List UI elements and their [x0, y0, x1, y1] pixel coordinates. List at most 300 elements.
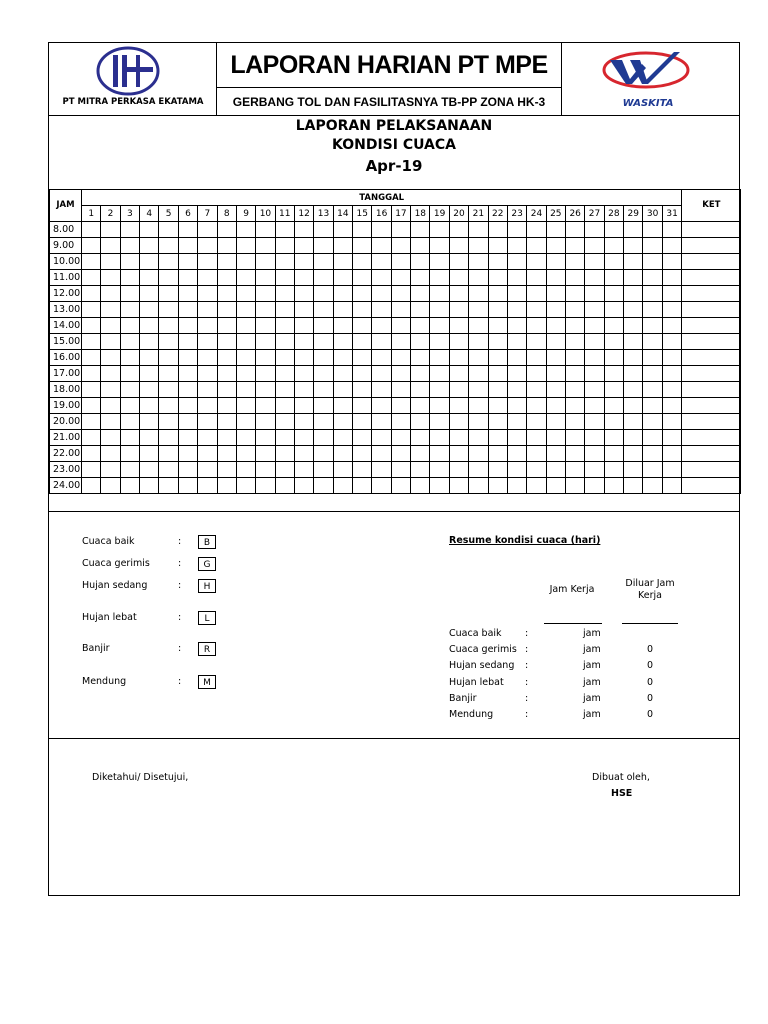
weather-cell[interactable]	[643, 446, 662, 462]
weather-cell[interactable]	[411, 398, 430, 414]
weather-cell[interactable]	[140, 270, 159, 286]
weather-cell[interactable]	[507, 286, 526, 302]
weather-cell[interactable]	[527, 430, 546, 446]
weather-cell[interactable]	[546, 462, 565, 478]
weather-cell[interactable]	[546, 430, 565, 446]
weather-cell[interactable]	[546, 286, 565, 302]
weather-cell[interactable]	[662, 462, 682, 478]
weather-cell[interactable]	[82, 398, 101, 414]
ket-cell[interactable]	[682, 366, 741, 382]
weather-cell[interactable]	[507, 446, 526, 462]
weather-cell[interactable]	[662, 478, 682, 494]
weather-cell[interactable]	[643, 318, 662, 334]
weather-cell[interactable]	[140, 286, 159, 302]
weather-cell[interactable]	[294, 254, 313, 270]
weather-cell[interactable]	[101, 366, 120, 382]
weather-cell[interactable]	[236, 462, 255, 478]
weather-cell[interactable]	[217, 366, 236, 382]
weather-cell[interactable]	[604, 238, 623, 254]
weather-cell[interactable]	[488, 302, 507, 318]
weather-cell[interactable]	[430, 286, 449, 302]
weather-cell[interactable]	[256, 286, 275, 302]
weather-cell[interactable]	[198, 430, 217, 446]
weather-cell[interactable]	[372, 334, 391, 350]
weather-cell[interactable]	[546, 398, 565, 414]
weather-cell[interactable]	[488, 446, 507, 462]
weather-cell[interactable]	[546, 318, 565, 334]
weather-cell[interactable]	[565, 334, 584, 350]
weather-cell[interactable]	[217, 334, 236, 350]
weather-cell[interactable]	[624, 430, 643, 446]
weather-cell[interactable]	[411, 382, 430, 398]
weather-cell[interactable]	[430, 222, 449, 238]
weather-cell[interactable]	[217, 286, 236, 302]
weather-cell[interactable]	[82, 286, 101, 302]
weather-cell[interactable]	[565, 366, 584, 382]
weather-cell[interactable]	[449, 270, 468, 286]
weather-cell[interactable]	[469, 254, 488, 270]
ket-cell[interactable]	[682, 382, 741, 398]
weather-cell[interactable]	[507, 238, 526, 254]
weather-cell[interactable]	[391, 446, 410, 462]
weather-cell[interactable]	[294, 446, 313, 462]
weather-cell[interactable]	[565, 254, 584, 270]
weather-cell[interactable]	[353, 478, 372, 494]
weather-cell[interactable]	[488, 462, 507, 478]
weather-cell[interactable]	[430, 446, 449, 462]
weather-cell[interactable]	[236, 478, 255, 494]
weather-cell[interactable]	[527, 414, 546, 430]
weather-cell[interactable]	[546, 446, 565, 462]
weather-cell[interactable]	[488, 382, 507, 398]
weather-cell[interactable]	[449, 430, 468, 446]
weather-cell[interactable]	[430, 254, 449, 270]
weather-cell[interactable]	[449, 382, 468, 398]
weather-cell[interactable]	[82, 334, 101, 350]
weather-cell[interactable]	[527, 446, 546, 462]
weather-cell[interactable]	[82, 462, 101, 478]
weather-cell[interactable]	[314, 382, 333, 398]
weather-cell[interactable]	[140, 478, 159, 494]
weather-cell[interactable]	[585, 382, 604, 398]
weather-cell[interactable]	[527, 222, 546, 238]
weather-cell[interactable]	[469, 446, 488, 462]
weather-cell[interactable]	[178, 334, 197, 350]
weather-cell[interactable]	[469, 302, 488, 318]
weather-cell[interactable]	[236, 334, 255, 350]
ket-cell[interactable]	[682, 334, 741, 350]
weather-cell[interactable]	[585, 366, 604, 382]
weather-cell[interactable]	[140, 238, 159, 254]
weather-cell[interactable]	[643, 286, 662, 302]
weather-cell[interactable]	[507, 414, 526, 430]
weather-cell[interactable]	[101, 238, 120, 254]
weather-cell[interactable]	[624, 366, 643, 382]
weather-cell[interactable]	[314, 350, 333, 366]
weather-cell[interactable]	[294, 462, 313, 478]
weather-cell[interactable]	[294, 350, 313, 366]
weather-cell[interactable]	[604, 334, 623, 350]
weather-cell[interactable]	[662, 302, 682, 318]
weather-cell[interactable]	[391, 254, 410, 270]
weather-cell[interactable]	[120, 302, 139, 318]
weather-cell[interactable]	[449, 462, 468, 478]
weather-cell[interactable]	[120, 462, 139, 478]
weather-cell[interactable]	[624, 222, 643, 238]
weather-cell[interactable]	[82, 366, 101, 382]
weather-cell[interactable]	[178, 350, 197, 366]
weather-cell[interactable]	[662, 238, 682, 254]
weather-cell[interactable]	[469, 398, 488, 414]
weather-cell[interactable]	[565, 222, 584, 238]
weather-cell[interactable]	[507, 334, 526, 350]
weather-cell[interactable]	[527, 350, 546, 366]
weather-cell[interactable]	[353, 414, 372, 430]
weather-cell[interactable]	[353, 222, 372, 238]
weather-cell[interactable]	[624, 350, 643, 366]
weather-cell[interactable]	[507, 222, 526, 238]
weather-cell[interactable]	[256, 318, 275, 334]
weather-cell[interactable]	[294, 430, 313, 446]
weather-cell[interactable]	[662, 254, 682, 270]
weather-cell[interactable]	[469, 222, 488, 238]
weather-cell[interactable]	[585, 462, 604, 478]
weather-cell[interactable]	[82, 318, 101, 334]
weather-cell[interactable]	[198, 318, 217, 334]
weather-cell[interactable]	[159, 414, 178, 430]
weather-cell[interactable]	[507, 478, 526, 494]
weather-cell[interactable]	[353, 334, 372, 350]
weather-cell[interactable]	[275, 286, 294, 302]
weather-cell[interactable]	[604, 462, 623, 478]
weather-cell[interactable]	[236, 366, 255, 382]
weather-cell[interactable]	[236, 398, 255, 414]
weather-cell[interactable]	[82, 270, 101, 286]
weather-cell[interactable]	[585, 254, 604, 270]
weather-cell[interactable]	[82, 446, 101, 462]
weather-cell[interactable]	[391, 350, 410, 366]
weather-cell[interactable]	[178, 318, 197, 334]
weather-cell[interactable]	[469, 334, 488, 350]
weather-cell[interactable]	[236, 222, 255, 238]
weather-cell[interactable]	[391, 478, 410, 494]
ket-cell[interactable]	[682, 318, 741, 334]
weather-cell[interactable]	[217, 398, 236, 414]
weather-cell[interactable]	[372, 254, 391, 270]
weather-cell[interactable]	[643, 366, 662, 382]
weather-cell[interactable]	[411, 350, 430, 366]
weather-cell[interactable]	[198, 270, 217, 286]
weather-cell[interactable]	[430, 414, 449, 430]
weather-cell[interactable]	[604, 382, 623, 398]
weather-cell[interactable]	[294, 270, 313, 286]
weather-cell[interactable]	[120, 222, 139, 238]
weather-cell[interactable]	[294, 382, 313, 398]
weather-cell[interactable]	[624, 270, 643, 286]
weather-cell[interactable]	[411, 446, 430, 462]
weather-cell[interactable]	[391, 414, 410, 430]
weather-cell[interactable]	[294, 366, 313, 382]
weather-cell[interactable]	[275, 446, 294, 462]
weather-cell[interactable]	[546, 366, 565, 382]
weather-cell[interactable]	[604, 350, 623, 366]
weather-cell[interactable]	[120, 430, 139, 446]
weather-cell[interactable]	[624, 286, 643, 302]
weather-cell[interactable]	[159, 382, 178, 398]
weather-cell[interactable]	[236, 302, 255, 318]
weather-cell[interactable]	[159, 446, 178, 462]
weather-cell[interactable]	[507, 462, 526, 478]
weather-cell[interactable]	[449, 414, 468, 430]
weather-cell[interactable]	[469, 318, 488, 334]
weather-cell[interactable]	[449, 302, 468, 318]
weather-cell[interactable]	[527, 462, 546, 478]
weather-cell[interactable]	[178, 462, 197, 478]
weather-cell[interactable]	[198, 302, 217, 318]
weather-cell[interactable]	[449, 286, 468, 302]
weather-cell[interactable]	[411, 254, 430, 270]
weather-cell[interactable]	[275, 254, 294, 270]
weather-cell[interactable]	[333, 350, 352, 366]
weather-cell[interactable]	[507, 366, 526, 382]
weather-cell[interactable]	[527, 318, 546, 334]
weather-cell[interactable]	[314, 318, 333, 334]
weather-cell[interactable]	[604, 254, 623, 270]
weather-cell[interactable]	[82, 302, 101, 318]
weather-cell[interactable]	[314, 302, 333, 318]
weather-cell[interactable]	[120, 414, 139, 430]
weather-cell[interactable]	[294, 414, 313, 430]
weather-cell[interactable]	[527, 302, 546, 318]
weather-cell[interactable]	[275, 478, 294, 494]
weather-cell[interactable]	[469, 286, 488, 302]
ket-cell[interactable]	[682, 238, 741, 254]
weather-cell[interactable]	[256, 414, 275, 430]
weather-cell[interactable]	[469, 462, 488, 478]
weather-cell[interactable]	[604, 318, 623, 334]
weather-cell[interactable]	[275, 462, 294, 478]
weather-cell[interactable]	[140, 430, 159, 446]
weather-cell[interactable]	[178, 302, 197, 318]
weather-cell[interactable]	[353, 382, 372, 398]
weather-cell[interactable]	[372, 350, 391, 366]
weather-cell[interactable]	[178, 430, 197, 446]
weather-cell[interactable]	[140, 318, 159, 334]
weather-cell[interactable]	[101, 270, 120, 286]
ket-cell[interactable]	[682, 430, 741, 446]
weather-cell[interactable]	[353, 302, 372, 318]
weather-cell[interactable]	[314, 254, 333, 270]
weather-cell[interactable]	[353, 446, 372, 462]
weather-cell[interactable]	[546, 254, 565, 270]
weather-cell[interactable]	[507, 382, 526, 398]
weather-cell[interactable]	[662, 286, 682, 302]
weather-cell[interactable]	[565, 302, 584, 318]
weather-cell[interactable]	[565, 238, 584, 254]
weather-cell[interactable]	[333, 254, 352, 270]
weather-cell[interactable]	[236, 254, 255, 270]
weather-cell[interactable]	[198, 414, 217, 430]
weather-cell[interactable]	[275, 350, 294, 366]
weather-cell[interactable]	[449, 398, 468, 414]
weather-cell[interactable]	[449, 334, 468, 350]
weather-cell[interactable]	[430, 238, 449, 254]
weather-cell[interactable]	[372, 270, 391, 286]
weather-cell[interactable]	[604, 286, 623, 302]
weather-cell[interactable]	[236, 350, 255, 366]
weather-cell[interactable]	[411, 430, 430, 446]
weather-cell[interactable]	[333, 286, 352, 302]
weather-cell[interactable]	[527, 334, 546, 350]
weather-cell[interactable]	[120, 238, 139, 254]
weather-cell[interactable]	[82, 238, 101, 254]
weather-cell[interactable]	[604, 430, 623, 446]
weather-cell[interactable]	[159, 334, 178, 350]
weather-cell[interactable]	[333, 430, 352, 446]
weather-cell[interactable]	[585, 238, 604, 254]
weather-cell[interactable]	[256, 238, 275, 254]
ket-cell[interactable]	[682, 446, 741, 462]
weather-cell[interactable]	[430, 334, 449, 350]
weather-cell[interactable]	[391, 430, 410, 446]
weather-cell[interactable]	[469, 478, 488, 494]
weather-cell[interactable]	[643, 382, 662, 398]
weather-cell[interactable]	[198, 366, 217, 382]
weather-cell[interactable]	[469, 270, 488, 286]
weather-cell[interactable]	[411, 270, 430, 286]
weather-cell[interactable]	[430, 318, 449, 334]
weather-cell[interactable]	[101, 222, 120, 238]
weather-cell[interactable]	[507, 254, 526, 270]
weather-cell[interactable]	[294, 286, 313, 302]
weather-cell[interactable]	[101, 254, 120, 270]
weather-cell[interactable]	[236, 238, 255, 254]
weather-cell[interactable]	[643, 430, 662, 446]
weather-cell[interactable]	[333, 398, 352, 414]
weather-cell[interactable]	[643, 334, 662, 350]
weather-cell[interactable]	[333, 446, 352, 462]
weather-cell[interactable]	[159, 286, 178, 302]
weather-cell[interactable]	[140, 398, 159, 414]
weather-cell[interactable]	[217, 318, 236, 334]
weather-cell[interactable]	[178, 398, 197, 414]
weather-cell[interactable]	[82, 254, 101, 270]
weather-cell[interactable]	[353, 238, 372, 254]
weather-cell[interactable]	[585, 478, 604, 494]
weather-cell[interactable]	[372, 446, 391, 462]
ket-cell[interactable]	[682, 302, 741, 318]
weather-cell[interactable]	[372, 286, 391, 302]
weather-cell[interactable]	[527, 286, 546, 302]
weather-cell[interactable]	[391, 334, 410, 350]
ket-cell[interactable]	[682, 222, 741, 238]
weather-cell[interactable]	[314, 414, 333, 430]
weather-cell[interactable]	[275, 366, 294, 382]
ket-cell[interactable]	[682, 270, 741, 286]
weather-cell[interactable]	[546, 382, 565, 398]
weather-cell[interactable]	[101, 462, 120, 478]
weather-cell[interactable]	[643, 302, 662, 318]
weather-cell[interactable]	[430, 302, 449, 318]
weather-cell[interactable]	[546, 222, 565, 238]
weather-cell[interactable]	[217, 254, 236, 270]
weather-cell[interactable]	[275, 318, 294, 334]
weather-cell[interactable]	[275, 414, 294, 430]
weather-cell[interactable]	[624, 462, 643, 478]
weather-cell[interactable]	[82, 414, 101, 430]
weather-cell[interactable]	[140, 446, 159, 462]
weather-cell[interactable]	[527, 382, 546, 398]
weather-cell[interactable]	[140, 302, 159, 318]
weather-cell[interactable]	[217, 270, 236, 286]
weather-cell[interactable]	[372, 462, 391, 478]
weather-cell[interactable]	[333, 366, 352, 382]
weather-cell[interactable]	[604, 446, 623, 462]
weather-cell[interactable]	[120, 254, 139, 270]
weather-cell[interactable]	[565, 430, 584, 446]
weather-cell[interactable]	[527, 478, 546, 494]
weather-cell[interactable]	[198, 222, 217, 238]
weather-cell[interactable]	[333, 382, 352, 398]
weather-cell[interactable]	[411, 302, 430, 318]
weather-cell[interactable]	[527, 398, 546, 414]
weather-cell[interactable]	[333, 238, 352, 254]
weather-cell[interactable]	[469, 350, 488, 366]
weather-cell[interactable]	[217, 446, 236, 462]
weather-cell[interactable]	[236, 286, 255, 302]
weather-cell[interactable]	[449, 446, 468, 462]
weather-cell[interactable]	[604, 366, 623, 382]
weather-cell[interactable]	[430, 350, 449, 366]
weather-cell[interactable]	[604, 302, 623, 318]
ket-cell[interactable]	[682, 478, 741, 494]
weather-cell[interactable]	[314, 286, 333, 302]
weather-cell[interactable]	[314, 478, 333, 494]
weather-cell[interactable]	[159, 222, 178, 238]
weather-cell[interactable]	[140, 414, 159, 430]
weather-cell[interactable]	[217, 382, 236, 398]
weather-cell[interactable]	[314, 334, 333, 350]
weather-cell[interactable]	[101, 414, 120, 430]
weather-cell[interactable]	[217, 414, 236, 430]
weather-cell[interactable]	[236, 270, 255, 286]
weather-cell[interactable]	[353, 366, 372, 382]
weather-cell[interactable]	[256, 350, 275, 366]
weather-cell[interactable]	[662, 366, 682, 382]
weather-cell[interactable]	[430, 462, 449, 478]
weather-cell[interactable]	[178, 446, 197, 462]
weather-cell[interactable]	[624, 302, 643, 318]
weather-cell[interactable]	[198, 462, 217, 478]
weather-cell[interactable]	[527, 270, 546, 286]
weather-cell[interactable]	[101, 350, 120, 366]
weather-cell[interactable]	[198, 254, 217, 270]
weather-cell[interactable]	[159, 350, 178, 366]
weather-cell[interactable]	[643, 270, 662, 286]
weather-cell[interactable]	[178, 478, 197, 494]
weather-cell[interactable]	[585, 398, 604, 414]
weather-cell[interactable]	[624, 334, 643, 350]
weather-cell[interactable]	[159, 366, 178, 382]
weather-cell[interactable]	[275, 270, 294, 286]
weather-cell[interactable]	[314, 446, 333, 462]
weather-cell[interactable]	[333, 478, 352, 494]
weather-cell[interactable]	[372, 222, 391, 238]
weather-cell[interactable]	[643, 222, 662, 238]
weather-cell[interactable]	[391, 366, 410, 382]
weather-cell[interactable]	[314, 366, 333, 382]
weather-cell[interactable]	[140, 462, 159, 478]
